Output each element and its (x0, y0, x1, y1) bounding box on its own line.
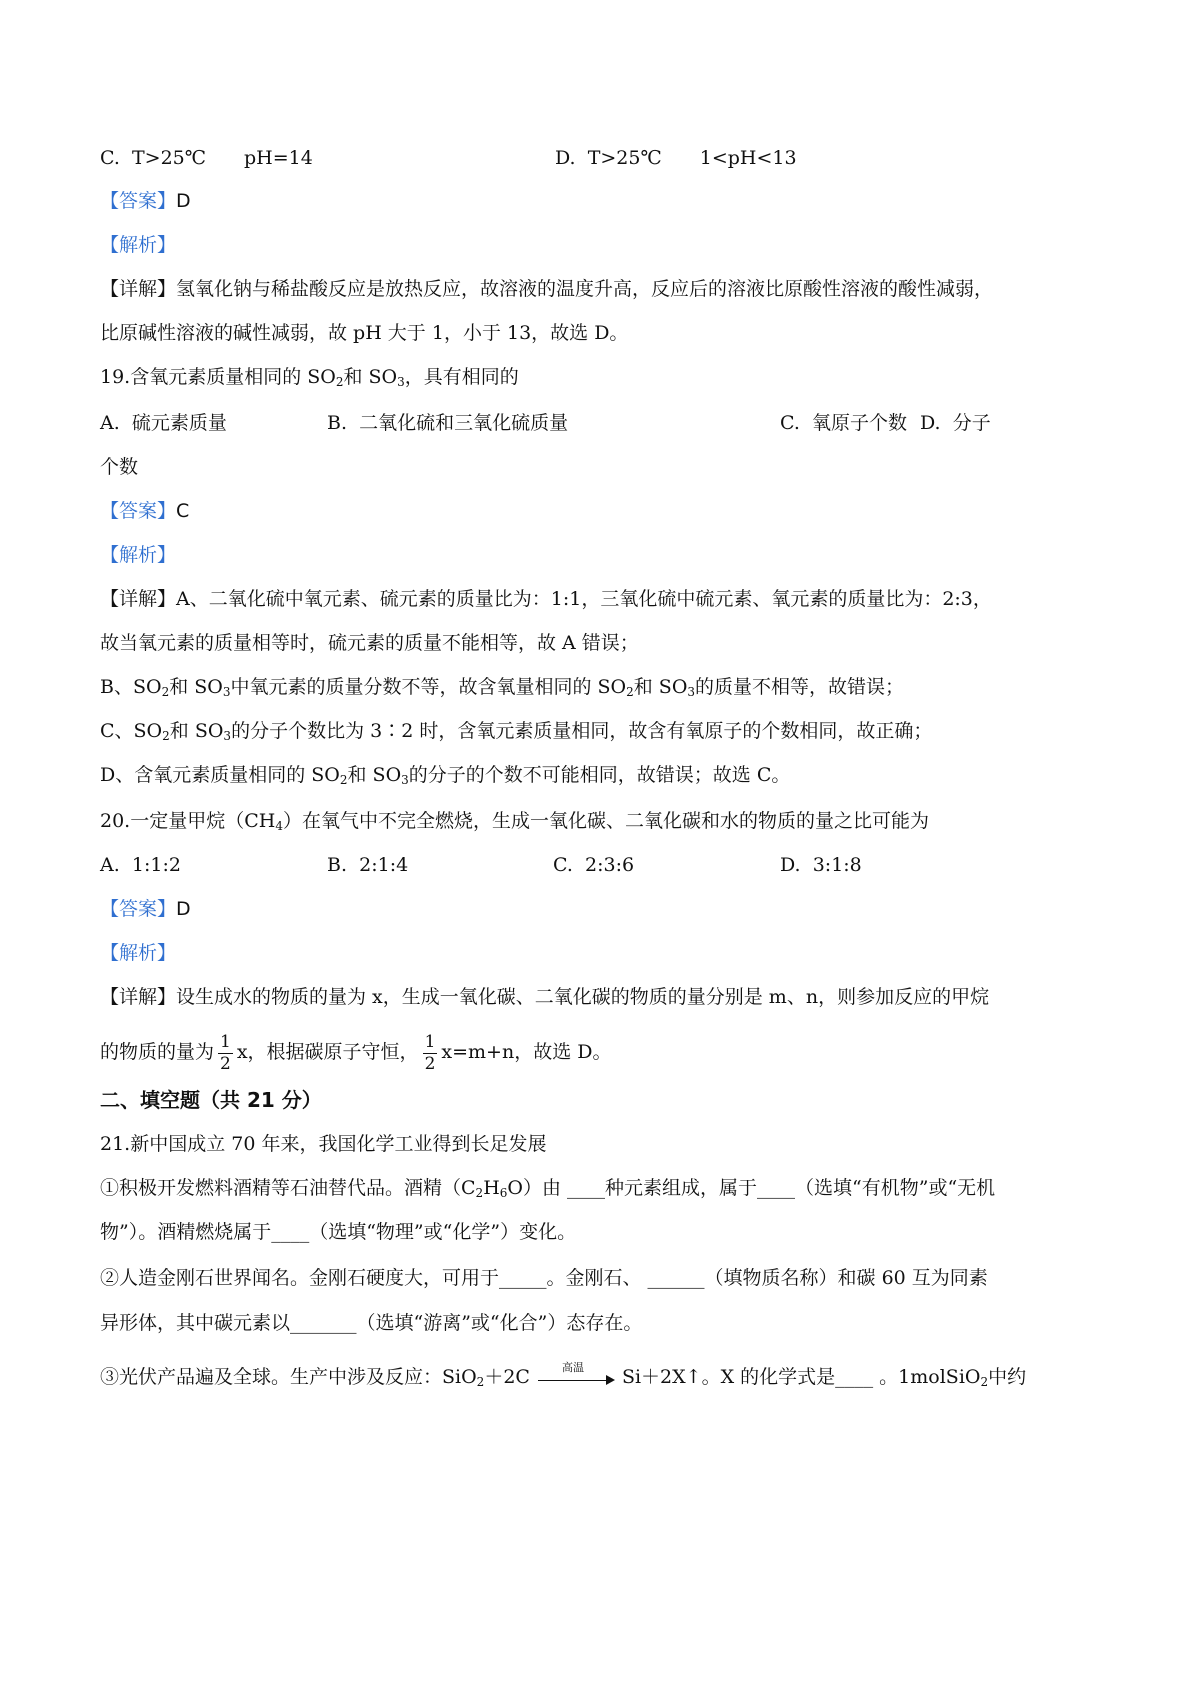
option-text: 硫元素质量 (131, 412, 227, 434)
option-text: 个数 (100, 456, 139, 478)
detail-text: x=m+n，故选 D。 (441, 1041, 612, 1063)
text-part: D、含氧元素质量相同的 SO (100, 764, 340, 786)
option-letter: C. (553, 854, 573, 876)
text-part: 的分子的个数不可能相同，故错误；故选 C。 (408, 764, 791, 786)
q20-option-c (553, 852, 634, 878)
text-part: ②人造金刚石世界闻名。金刚石硬度大，可用于_____。金刚石、 ______（填物质名称）和碳 60 互为同素 (100, 1267, 988, 1289)
detail-text: 氢氧化钠与稀盐酸反应是放热反应，故溶液的温度升高，反应后的溶液比原酸性溶液的酸性减弱， (176, 278, 994, 300)
q18-option-c (100, 145, 313, 171)
detail-label: 【详解】 (100, 278, 177, 300)
option-text: 2:3:6 (585, 854, 635, 876)
section-title: 二、填空题（共 21 分） (100, 1088, 322, 1112)
q21-part2-line2 (100, 1310, 642, 1336)
subscript: 3 (401, 773, 409, 787)
q20-detail-line1 (100, 984, 989, 1010)
q18-option-d (555, 145, 797, 171)
subscript: 2 (476, 1375, 485, 1389)
q19-line-d (100, 762, 790, 788)
q19-detail-line1 (100, 586, 992, 612)
q21-stem (100, 1131, 546, 1157)
subscript: 2 (626, 685, 634, 699)
q19-detail-line2 (100, 630, 639, 656)
option-text: 1:1:2 (131, 854, 181, 876)
fraction-one-half (218, 1031, 233, 1074)
fraction-one-half (423, 1031, 438, 1074)
detail-label: 【详解】 (100, 588, 177, 610)
subscript: 2 (162, 729, 170, 743)
text-part: 和 SO (633, 676, 688, 698)
q19-line-b (100, 674, 904, 700)
answer-value: C (176, 500, 190, 522)
option-letter: B. (327, 854, 348, 876)
subscript: 2 (161, 685, 170, 699)
answer-label: 【答案】 (100, 500, 177, 522)
option-text: 分子 (952, 412, 991, 434)
q20-option-a (100, 852, 181, 878)
text-part: H (483, 1177, 500, 1199)
subscript: 2 (980, 1375, 989, 1389)
stem-part: 20.一定量甲烷（CH (100, 810, 276, 832)
q19-option-a (100, 410, 227, 436)
arrow-condition-label: 高温 (561, 1361, 584, 1374)
option-letter: D. (555, 147, 576, 169)
q20-option-b (327, 852, 408, 878)
q21-part1-line2 (100, 1219, 576, 1245)
detail-text: 设生成水的物质的量为 x，生成一氧化碳、二氧化碳的物质的量分别是 m、n，则参加反应的甲烷 (176, 986, 990, 1008)
q19-analysis (100, 542, 176, 568)
subscript: 6 (499, 1186, 508, 1200)
option-text: T>25℃ 1<pH<13 (587, 147, 797, 169)
subscript: 3 (397, 375, 405, 389)
option-letter: B. (327, 412, 348, 434)
q18-detail-line2 (100, 320, 628, 346)
text-part: 中约 (988, 1366, 1027, 1388)
q19-line-c (100, 718, 932, 744)
detail-text: A、二氧化硫中氧元素、硫元素的质量比为：1:1，三氧化硫中硫元素、氧元素的质量比为：2:3， (176, 588, 992, 610)
q21-part3-line1 (100, 1361, 1027, 1390)
subscript: 3 (222, 685, 231, 699)
fraction-denominator: 2 (424, 1053, 436, 1074)
answer-label: 【答案】 (100, 898, 177, 920)
fraction-numerator: 1 (220, 1031, 231, 1052)
text-part: 物”）。酒精燃烧属于____（选填“物理”或“化学”）变化。 (100, 1221, 577, 1243)
option-text: 2:1:4 (359, 854, 409, 876)
q21-part2-line1 (100, 1265, 988, 1291)
text-part: 中氧元素的质量分数不等，故含氧量相同的 SO (230, 676, 627, 698)
option-letter: D. (780, 854, 801, 876)
subscript: 3 (223, 729, 232, 743)
text-part: O）由 ____种元素组成，属于____（选填“有机物”或“无机 (507, 1177, 996, 1199)
q19-option-b (327, 410, 568, 436)
option-letter: A. (100, 412, 120, 434)
q20-analysis (100, 940, 176, 966)
detail-text: x，根据碳原子守恒， (236, 1041, 419, 1063)
text-part: 的质量不相等，故错误； (695, 676, 905, 698)
q20-detail-line2 (100, 1030, 611, 1074)
q18-detail-line1 (100, 276, 993, 302)
option-letter: C. (780, 412, 800, 434)
stem-part: ）在氧气中不完全燃烧，生成一氧化碳、二氧化碳和水的物质的量之比可能为 (282, 810, 929, 832)
detail-text: 比原碱性溶液的碱性减弱，故 pH 大于 1，小于 13，故选 D。 (100, 322, 629, 344)
stem-text: 21.新中国成立 70 年来，我国化学工业得到长足发展 (100, 1133, 547, 1155)
option-text: T>25℃ pH=14 (132, 147, 313, 169)
detail-text: 的物质的量为 (100, 1041, 215, 1063)
text-part: 和 SO (169, 676, 223, 698)
text-part: Si＋2X↑。X 的化学式是____ 。1molSiO (621, 1366, 981, 1388)
text-part: 异形体，其中碳元素以_______（选填“游离”或“化合”）态存在。 (100, 1312, 643, 1334)
fraction-denominator: 2 (220, 1053, 231, 1074)
fraction-numerator: 1 (424, 1031, 436, 1052)
answer-value: D (176, 898, 191, 920)
subscript: 2 (335, 375, 344, 389)
q21-part1-line1 (100, 1175, 995, 1201)
subscript: 2 (339, 773, 348, 787)
q19-option-d-wrap (100, 454, 138, 480)
q19-option-d (920, 410, 991, 436)
text-part: ＋2C (484, 1366, 530, 1388)
text-part: 的分子个数比为 3∶2 时，含氧元素质量相同，故含有氧原子的个数相同，故正确； (231, 720, 933, 742)
option-text: 二氧化硫和三氧化硫质量 (359, 412, 569, 434)
subscript: 4 (275, 819, 283, 833)
text-part: ①积极开发燃料酒精等石油替代品。酒精（C (100, 1177, 476, 1199)
text-part: 和 SO (347, 764, 402, 786)
text-part: C、SO (100, 720, 163, 742)
stem-part: 19.含氧元素质量相同的 SO (100, 366, 336, 388)
q19-option-c (780, 410, 907, 436)
detail-text: 故当氧元素的质量相等时，硫元素的质量不能相等，故 A 错误； (100, 632, 639, 654)
option-text: 氧原子个数 (812, 412, 908, 434)
q20-option-d (780, 852, 862, 878)
q18-analysis (100, 232, 176, 258)
option-text: 3:1:8 (812, 854, 862, 876)
analysis-label: 【解析】 (100, 234, 177, 256)
answer-value: D (176, 190, 191, 212)
option-letter: D. (920, 412, 941, 434)
stem-part: ，具有相同的 (404, 366, 519, 388)
option-letter: A. (100, 854, 120, 876)
text-part: ③光伏产品遍及全球。生产中涉及反应：SiO (100, 1366, 477, 1388)
q18-answer (100, 188, 191, 214)
answer-label: 【答案】 (100, 190, 177, 212)
subscript: 2 (475, 1186, 484, 1200)
detail-label: 【详解】 (100, 986, 177, 1008)
q19-answer (100, 498, 189, 524)
text-part: 和 SO (169, 720, 224, 742)
reaction-arrow-icon (538, 1361, 614, 1387)
text-part: B、SO (100, 676, 162, 698)
analysis-label: 【解析】 (100, 544, 177, 566)
subscript: 3 (687, 685, 696, 699)
q20-answer (100, 896, 191, 922)
option-letter: C. (100, 147, 120, 169)
q19-stem (100, 364, 519, 390)
stem-part: 和 SO (343, 366, 398, 388)
analysis-label: 【解析】 (100, 942, 177, 964)
q20-stem (100, 808, 929, 834)
